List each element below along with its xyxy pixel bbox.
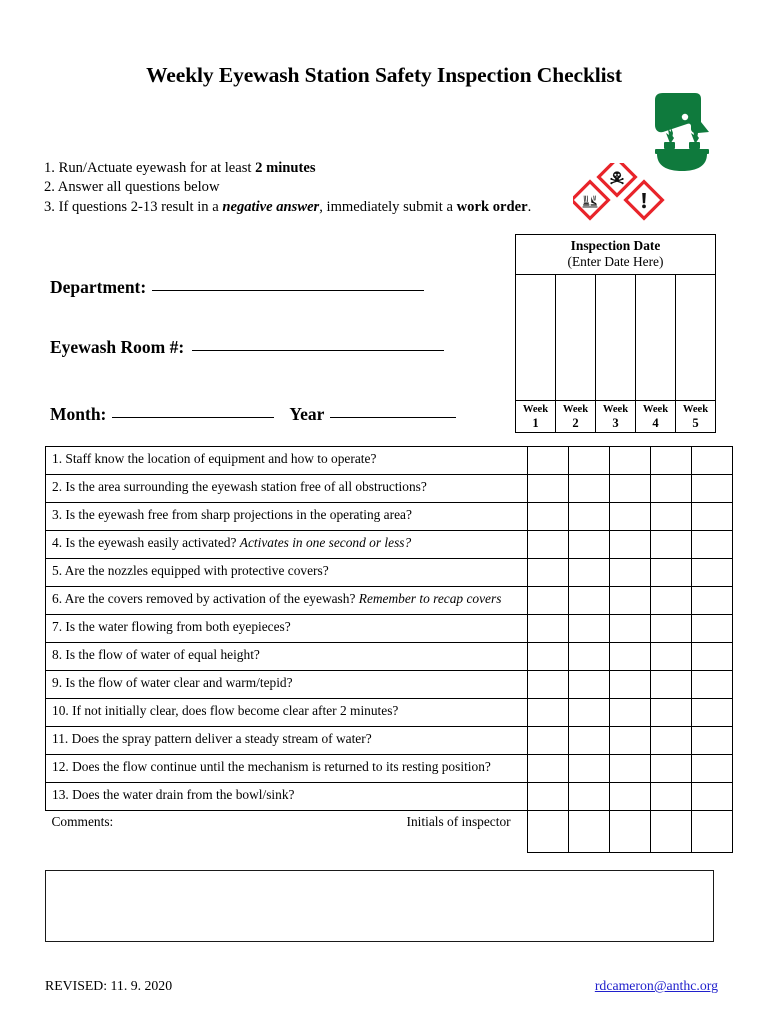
answer-cell-q6-w3[interactable] (610, 587, 651, 615)
initials-label: Initials of inspector (406, 814, 511, 829)
answer-cell-q4-w1[interactable] (528, 531, 569, 559)
question-text-13: 13. Does the water drain from the bowl/sink? (52, 787, 295, 802)
answer-cell-q3-w2[interactable] (569, 503, 610, 531)
answer-cell-q7-w5[interactable] (692, 615, 733, 643)
week-number-2: 2 (572, 415, 579, 430)
room-field-row (50, 337, 444, 358)
comments-initials-row (46, 811, 733, 853)
question-cell-4 (46, 531, 528, 559)
answer-cell-q2-w1[interactable] (528, 475, 569, 503)
inspection-date-header-table (515, 234, 716, 433)
table-row (46, 503, 733, 531)
table-row (46, 447, 733, 475)
answer-cell-q10-w1[interactable] (528, 699, 569, 727)
page-title: Weekly Eyewash Station Safety Inspection Checklist (146, 63, 622, 87)
week-header-5 (676, 401, 716, 433)
answer-cell-q4-w3[interactable] (610, 531, 651, 559)
initials-cell-w2[interactable] (569, 811, 610, 853)
ghs-pictogram-group (573, 163, 673, 225)
date-entry-week-2[interactable] (556, 275, 596, 401)
answer-cell-q6-w1[interactable] (528, 587, 569, 615)
answer-cell-q7-w2[interactable] (569, 615, 610, 643)
checklist-table (45, 446, 733, 853)
answer-cell-q9-w1[interactable] (528, 671, 569, 699)
ghs-exclamation-icon (626, 182, 663, 219)
answer-cell-q11-w4[interactable] (651, 727, 692, 755)
inspection-date-title-row (516, 235, 716, 275)
answer-cell-q5-w4[interactable] (651, 559, 692, 587)
answer-cell-q6-w5[interactable] (692, 587, 733, 615)
answer-cell-q9-w5[interactable] (692, 671, 733, 699)
table-row (46, 671, 733, 699)
instruction-1-text: 1. Run/Actuate eyewash for at least (44, 160, 256, 176)
answer-cell-q1-w1[interactable] (528, 447, 569, 475)
answer-cell-q1-w5[interactable] (692, 447, 733, 475)
answer-cell-q6-w2[interactable] (569, 587, 610, 615)
question-cell-12 (46, 755, 528, 783)
question-text-4: 4. Is the eyewash easily activated? (52, 535, 240, 550)
answer-cell-q3-w1[interactable] (528, 503, 569, 531)
answer-cell-q8-w3[interactable] (610, 643, 651, 671)
revised-date: REVISED: 11. 9. 2020 (45, 978, 173, 993)
answer-cell-q11-w3[interactable] (610, 727, 651, 755)
ghs-corrosion-icon (573, 182, 608, 219)
table-row (46, 643, 733, 671)
week-header-3 (596, 401, 636, 433)
answer-cell-q12-w1[interactable] (528, 755, 569, 783)
answer-cell-q8-w5[interactable] (692, 643, 733, 671)
answer-cell-q3-w3[interactable] (610, 503, 651, 531)
answer-cell-q10-w5[interactable] (692, 699, 733, 727)
answer-cell-q9-w2[interactable] (569, 671, 610, 699)
week-label-2: Week (562, 404, 589, 415)
question-cell-11 (46, 727, 528, 755)
department-input[interactable] (152, 290, 424, 291)
answer-cell-q5-w3[interactable] (610, 559, 651, 587)
question-text-2: 2. Is the area surrounding the eyewash station free of all obstructions? (52, 479, 427, 494)
question-cell-7 (46, 615, 528, 643)
answer-cell-q9-w4[interactable] (651, 671, 692, 699)
checklist-body (46, 447, 733, 853)
question-text-1: 1. Staff know the location of equipment and how to operate? (52, 451, 377, 466)
contact-email-link[interactable]: rdcameron@anthc.org (594, 978, 718, 993)
answer-cell-q4-w2[interactable] (569, 531, 610, 559)
answer-cell-q10-w4[interactable] (651, 699, 692, 727)
instruction-line-2: 2. Answer all questions below (44, 179, 220, 196)
answer-cell-q11-w1[interactable] (528, 727, 569, 755)
instruction-line-1 (44, 159, 531, 178)
table-row (46, 587, 733, 615)
month-year-field-row (50, 404, 456, 425)
week-number-5: 5 (692, 415, 699, 430)
answer-cell-q13-w3[interactable] (610, 783, 651, 811)
answer-cell-q4-w4[interactable] (651, 531, 692, 559)
date-entry-week-3[interactable] (596, 275, 636, 401)
question-cell-8 (46, 643, 528, 671)
answer-cell-q12-w2[interactable] (569, 755, 610, 783)
question-cell-6 (46, 587, 528, 615)
week-label-3: Week (602, 404, 629, 415)
question-text-3: 3. Is the eyewash free from sharp projections in the operating area? (52, 507, 412, 522)
question-cell-1 (46, 447, 528, 475)
answer-cell-q12-w5[interactable] (692, 755, 733, 783)
instruction-3-pre: 3. If questions 2-13 result in a (44, 198, 223, 215)
answer-cell-q8-w2[interactable] (569, 643, 610, 671)
instruction-3-bold: work order (456, 198, 528, 215)
answer-cell-q13-w5[interactable] (692, 783, 733, 811)
table-row (46, 755, 733, 783)
answer-cell-q5-w1[interactable] (528, 559, 569, 587)
instruction-3-mid: , immediately submit a (319, 198, 457, 215)
week-header-row (516, 401, 716, 433)
question-cell-10 (46, 699, 528, 727)
question-text-6: 6. Are the covers removed by activation of the eyewash? (52, 591, 359, 606)
answer-cell-q8-w1[interactable] (528, 643, 569, 671)
instruction-1-bold: 2 minutes (255, 160, 316, 176)
answer-cell-q9-w3[interactable] (610, 671, 651, 699)
question-cell-13 (46, 783, 528, 811)
question-cell-5 (46, 559, 528, 587)
question-cell-3 (46, 503, 528, 531)
answer-cell-q1-w4[interactable] (651, 447, 692, 475)
date-entry-week-1[interactable] (516, 275, 556, 401)
answer-cell-q7-w4[interactable] (651, 615, 692, 643)
department-label: Department: (50, 277, 147, 297)
comments-textarea[interactable] (45, 870, 714, 942)
table-row (46, 559, 733, 587)
week-header-1 (516, 401, 556, 433)
week-number-1: 1 (532, 415, 539, 430)
table-row (46, 727, 733, 755)
answer-cell-q10-w3[interactable] (610, 699, 651, 727)
week-header-2 (556, 401, 596, 433)
answer-cell-q2-w4[interactable] (651, 475, 692, 503)
question-text-11: 11. Does the spray pattern deliver a steady stream of water? (52, 731, 372, 746)
answer-cell-q7-w3[interactable] (610, 615, 651, 643)
answer-cell-q10-w2[interactable] (569, 699, 610, 727)
table-row (46, 783, 733, 811)
instruction-line-3 (44, 198, 531, 217)
question-text-12: 12. Does the flow continue until the mechanism is returned to its resting position? (52, 759, 491, 774)
question-italic-4: Activates in one second or less? (239, 535, 412, 550)
inspection-date-title: Inspection Date (570, 238, 661, 253)
table-row (46, 475, 733, 503)
week-label-1: Week (522, 404, 549, 415)
inspection-date-title-cell (516, 235, 716, 275)
initials-cell-w5[interactable] (692, 811, 733, 853)
answer-cell-q2-w3[interactable] (610, 475, 651, 503)
inspection-date-subtitle: (Enter Date Here) (567, 254, 664, 269)
question-text-9: 9. Is the flow of water clear and warm/tepid? (52, 675, 293, 690)
answer-cell-q12-w3[interactable] (610, 755, 651, 783)
room-label: Eyewash Room #: (50, 337, 185, 357)
answer-cell-q13-w2[interactable] (569, 783, 610, 811)
week-label-4: Week (642, 404, 669, 415)
answer-cell-q13-w1[interactable] (528, 783, 569, 811)
comments-label: Comments: (51, 814, 114, 829)
initials-cell-w1[interactable] (528, 811, 569, 853)
date-entry-week-4[interactable] (636, 275, 676, 401)
question-text-8: 8. Is the flow of water of equal height? (52, 647, 260, 662)
inspection-date-entry-row (516, 275, 716, 401)
department-field-row (50, 277, 424, 298)
answer-cell-q2-w2[interactable] (569, 475, 610, 503)
answer-cell-q13-w4[interactable] (651, 783, 692, 811)
answer-cell-q3-w5[interactable] (692, 503, 733, 531)
initials-cell-w3[interactable] (610, 811, 651, 853)
week-header-4 (636, 401, 676, 433)
answer-cell-q5-w5[interactable] (692, 559, 733, 587)
table-row (46, 531, 733, 559)
question-cell-9 (46, 671, 528, 699)
answer-cell-q2-w5[interactable] (692, 475, 733, 503)
answer-cell-q7-w1[interactable] (528, 615, 569, 643)
week-number-4: 4 (652, 415, 659, 430)
answer-cell-q8-w4[interactable] (651, 643, 692, 671)
answer-cell-q5-w2[interactable] (569, 559, 610, 587)
instruction-3-bolditalic: negative answer (222, 198, 320, 215)
table-row (46, 699, 733, 727)
answer-cell-q11-w5[interactable] (692, 727, 733, 755)
question-text-7: 7. Is the water flowing from both eyepieces? (52, 619, 291, 634)
room-input[interactable] (192, 350, 444, 351)
answer-cell-q4-w5[interactable] (692, 531, 733, 559)
question-italic-6: Remember to recap covers (358, 591, 502, 606)
question-text-10: 10. If not initially clear, does flow become clear after 2 minutes? (52, 703, 399, 718)
year-label: Year (289, 404, 325, 424)
month-label: Month: (50, 404, 107, 424)
answer-cell-q12-w4[interactable] (651, 755, 692, 783)
comments-initials-cell (46, 811, 528, 853)
question-cell-2 (46, 475, 528, 503)
table-row (46, 615, 733, 643)
month-input[interactable] (112, 417, 274, 418)
week-label-5: Week (682, 404, 709, 415)
question-text-5: 5. Are the nozzles equipped with protective covers? (52, 563, 329, 578)
answer-cell-q1-w2[interactable] (569, 447, 610, 475)
year-input[interactable] (330, 417, 456, 418)
answer-cell-q6-w4[interactable] (651, 587, 692, 615)
week-number-3: 3 (612, 415, 619, 430)
initials-cell-w4[interactable] (651, 811, 692, 853)
instructions-block (44, 159, 531, 217)
answer-cell-q1-w3[interactable] (610, 447, 651, 475)
comments-initials-inner (52, 813, 524, 830)
eyewash-station-icon (651, 92, 713, 172)
date-entry-week-5[interactable] (676, 275, 716, 401)
ghs-skull-crossbones-icon (599, 163, 636, 195)
answer-cell-q11-w2[interactable] (569, 727, 610, 755)
instruction-3-end: . (527, 198, 532, 215)
answer-cell-q3-w4[interactable] (651, 503, 692, 531)
